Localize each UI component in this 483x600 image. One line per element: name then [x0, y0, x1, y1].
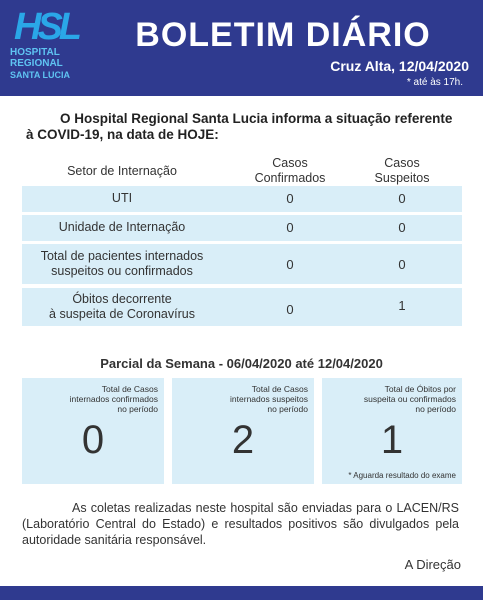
page-title: BOLETIM DIÁRIO — [135, 16, 431, 54]
box-label-line: Total de Casos — [251, 384, 308, 394]
row-name-line: suspeitos ou confirmados — [51, 264, 193, 278]
box-value: 2 — [231, 418, 255, 462]
row-confirmed: 0 — [286, 220, 294, 235]
box-label-line: Total de Casos — [101, 384, 158, 394]
header-suspected — [362, 156, 442, 186]
header-confirmed-line-2: Confirmados — [254, 171, 326, 185]
week-box-confirmed — [22, 378, 164, 484]
row-suspected: 0 — [398, 220, 406, 235]
row-suspected: 0 — [398, 191, 406, 206]
box-label — [346, 384, 456, 414]
header-confirmed — [250, 156, 330, 186]
box-label-line: internados suspeitos — [230, 394, 308, 404]
box-label-line: suspeita ou confirmados — [363, 394, 456, 404]
bulletin-date: Cruz Alta, 12/04/2020 — [330, 58, 469, 74]
row-suspected: 1 — [398, 298, 406, 313]
header-suspected-line-1: Casos — [384, 156, 420, 170]
footer-text-first: As coletas realizadas neste hospital são enviadas para o LACEN/RS — [72, 501, 459, 515]
table-row-total — [22, 244, 462, 284]
row-name-line: UTI — [111, 191, 133, 205]
table-row-uti — [22, 186, 462, 212]
row-name — [22, 220, 222, 235]
logo-mark: HSL — [14, 6, 78, 48]
row-name-line: à suspeita de Coronavírus — [49, 307, 195, 321]
bottom-bar — [0, 586, 483, 600]
row-confirmed: 0 — [286, 191, 294, 206]
logo-line-1: HOSPITAL — [10, 47, 60, 58]
row-name-line: Total de pacientes internados — [40, 249, 204, 263]
hospital-logo — [10, 8, 86, 88]
box-label — [198, 384, 308, 414]
week-box-suspected — [172, 378, 314, 484]
header-sector: Setor de Internação — [67, 164, 177, 178]
box-label-line: no período — [267, 404, 308, 414]
footer-text — [22, 500, 459, 548]
header-confirmed-line-1: Casos — [272, 156, 308, 170]
signature: A Direção — [404, 557, 461, 572]
box-label-line: no período — [117, 404, 158, 414]
week-box-deaths — [322, 378, 462, 484]
row-confirmed: 0 — [286, 257, 294, 272]
row-confirmed: 0 — [286, 302, 294, 317]
intro-line-2: à COVID-19, na data de HOJE: — [26, 127, 219, 142]
row-name-line: Óbitos decorrente — [72, 292, 172, 306]
logo-line-3: SANTA LUCIA — [10, 70, 70, 80]
row-name — [22, 191, 222, 206]
row-name — [22, 292, 222, 322]
row-suspected: 0 — [398, 257, 406, 272]
box-label-line: internados confirmados — [69, 394, 158, 404]
box-label — [48, 384, 158, 414]
box-label-line: no período — [415, 404, 456, 414]
box-value: 1 — [380, 418, 404, 462]
box-label-line: Total de Óbitos por — [384, 384, 456, 394]
time-note: * até às 17h. — [406, 77, 463, 88]
row-name — [22, 249, 222, 279]
footer-text-rest: (Laboratório Central do Estado) e resultados positivos são divulgados pela autoridade sanitária responsável. — [22, 517, 459, 547]
intro-text — [26, 111, 462, 143]
box-note: * Aguarda resultado do exame — [348, 471, 456, 480]
header-banner — [0, 0, 483, 96]
row-name-line: Unidade de Internação — [58, 220, 186, 234]
table-row-obitos — [22, 288, 462, 326]
table-row-unidade — [22, 215, 462, 241]
header-suspected-line-2: Suspeitos — [374, 171, 430, 185]
box-value: 0 — [81, 418, 105, 462]
week-title: Parcial da Semana - 06/04/2020 até 12/04/2020 — [100, 356, 383, 371]
intro-line-1: O Hospital Regional Santa Lucia informa a situação referente — [60, 111, 453, 126]
logo-line-2: REGIONAL — [10, 58, 63, 69]
